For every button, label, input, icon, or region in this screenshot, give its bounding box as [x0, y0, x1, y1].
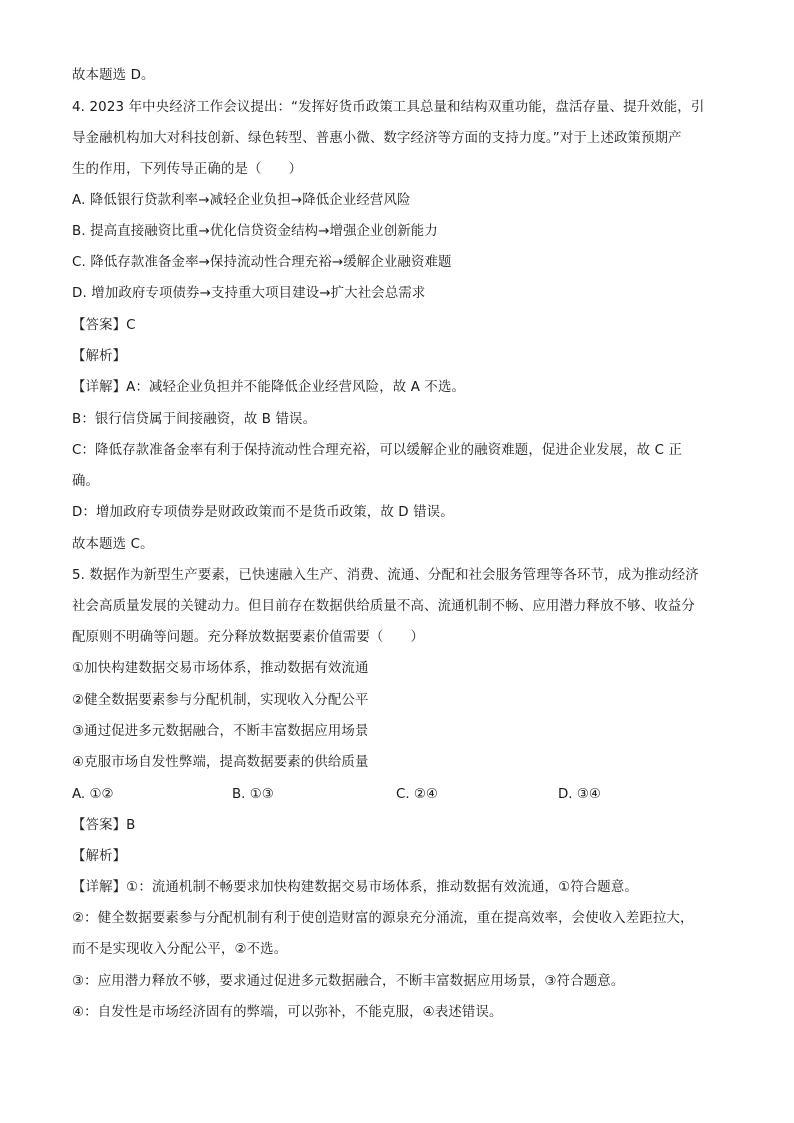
question-5-option-d: D. ③④ [558, 787, 601, 802]
question-4-stem-line-1: 4. 2023 年中央经济工作会议提出：“发挥好货币政策工具总量和结构双重功能，盘活存量、提升效能，引 [72, 100, 705, 115]
question-4-explanation-c-line-2: 确。 [72, 474, 100, 489]
question-5-option-a: A. ①② [72, 787, 114, 802]
question-5-explanation-2-line-2: 而不是实现收入分配公平，②不选。 [72, 942, 288, 957]
question-4-analysis-heading: 【解析】 [72, 349, 127, 364]
question-5-analysis-heading: 【解析】 [72, 849, 127, 864]
question-5-answer: 【答案】B [72, 818, 136, 833]
question-5-item-4: ④克服市场自发性弊端，提高数据要素的供给质量 [72, 755, 369, 770]
question-5-explanation-2-line-1: ②：健全数据要素参与分配机制有利于使创造财富的源泉充分涌流，重在提高效率，会使收入差距拉大， [72, 911, 694, 926]
question-4-explanation-b: B：银行信贷属于间接融资，故 B 错误。 [72, 412, 317, 427]
question-4-explanation-a: 【详解】A：减轻企业负担并不能降低企业经营风险，故 A 不选。 [72, 380, 466, 395]
question-5-stem-line-1: 5. 数据作为新型生产要素，已快速融入生产、消费、流通、分配和社会服务管理等各环节，成为推动经济 [72, 568, 699, 583]
question-5-explanation-1: 【详解】①：流通机制不畅要求加快构建数据交易市场体系，推动数据有效流通，①符合题意。 [72, 880, 638, 895]
question-4-option-a: A. 降低银行贷款利率→减轻企业负担→降低企业经营风险 [72, 193, 411, 208]
answer-conclusion-q3: 故本题选 D。 [72, 68, 155, 83]
question-5-options-row [72, 785, 728, 805]
question-4-option-b: B. 提高直接融资比重→优化信贷资金结构→增强企业创新能力 [72, 224, 438, 239]
question-5-item-3: ③通过促进多元数据融合，不断丰富数据应用场景 [72, 724, 369, 739]
question-5-item-1: ①加快构建数据交易市场体系，推动数据有效流通 [72, 661, 369, 676]
question-4-stem-line-2: 导金融机构加大对科技创新、绿色转型、普惠小微、数字经济等方面的支持力度。”对于上述政策预期产 [72, 131, 682, 146]
question-5-item-2: ②健全数据要素参与分配机制，实现收入分配公平 [72, 693, 369, 708]
question-5-explanation-4: ④：自发性是市场经济固有的弊端，可以弥补，不能克服，④表述错误。 [72, 1005, 503, 1020]
question-5-explanation-3: ③：应用潜力释放不够，要求通过促进多元数据融合，不断丰富数据应用场景，③符合题意。 [72, 974, 625, 989]
question-4-stem-line-3: 生的作用，下列传导正确的是（ ） [72, 162, 303, 177]
question-4-answer: 【答案】C [72, 318, 136, 333]
question-4-option-d: D. 增加政府专项债券→支持重大项目建设→扩大社会总需求 [72, 286, 426, 301]
question-4-explanation-c-line-1: C：降低存款准备金率有利于保持流动性合理充裕，可以缓解企业的融资难题，促进企业发展，故 C 正 [72, 443, 683, 458]
question-5-option-c: C. ②④ [396, 787, 438, 802]
question-5-stem-line-3: 配原则不明确等问题。充分释放数据要素价值需要（ ） [72, 630, 425, 645]
question-4-option-c: C. 降低存款准备金率→保持流动性合理充裕→缓解企业融资难题 [72, 255, 452, 270]
question-4-conclusion: 故本题选 C。 [72, 537, 154, 552]
question-4-explanation-d: D：增加政府专项债券是财政政策而不是货币政策，故 D 错误。 [72, 505, 454, 520]
question-5-stem-line-2: 社会高质量发展的关键动力。但目前存在数据供给质量不高、流通机制不畅、应用潜力释放不够、收益分 [72, 599, 695, 614]
question-5-option-b: B. ①③ [232, 787, 274, 802]
